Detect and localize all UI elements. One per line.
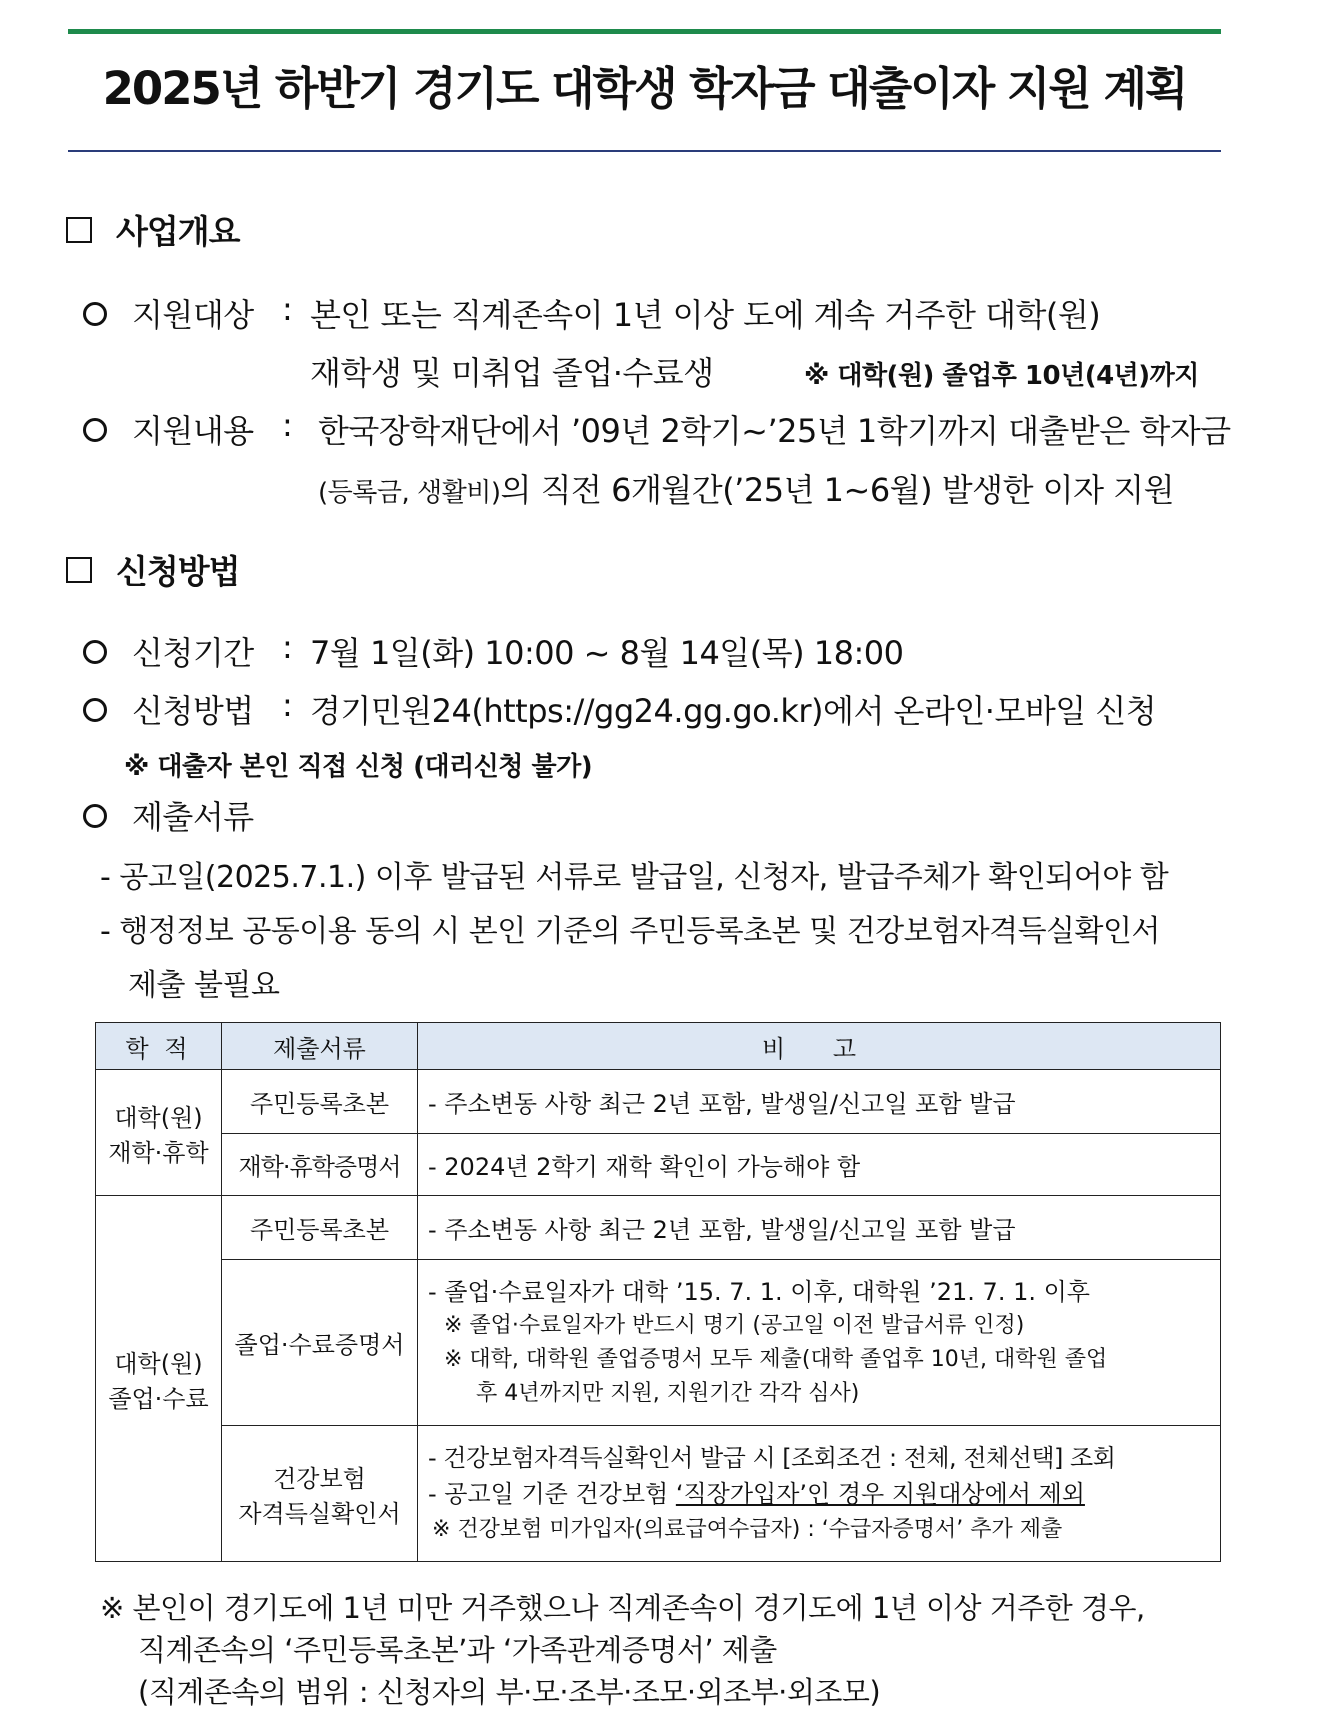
note-cell: - 건강보험자격득실확인서 발급 시 [조회조건 : 전체, 전체선택] 조회 - 공고일 기준 건강보험 ‘직장가입자’인 경우 지원대상에서 제외 ※ 건강보험 미가입자(의료급여수급자) : ‘수급자증명서’ 추가 제출 — [418, 1426, 1221, 1562]
group-enrolled: 대학(원) 재학·휴학 — [96, 1070, 222, 1196]
footnote-line2: 직계존속의 ‘주민등록초본’과 ‘가족관계증명서’ 제출 — [138, 1633, 777, 1667]
title-top-rule — [68, 29, 1221, 34]
content-text-line1: 한국장학재단에서 ’09년 2학기~’25년 1학기까지 대출받은 학자금 — [318, 412, 1231, 450]
note-cell: - 졸업·수료일자가 대학 ’15. 7. 1. 이후, 대학원 ’21. 7. 1. 이후 ※ 졸업·수료일자가 반드시 명기 (공고일 이전 발급서류 인정) ※ 대학, 대학원 졸업증명서 모두 제출(대학 졸업후 10년, 대학원 졸업 후 4년까지만 지원, 지원기간 각각 심사) — [418, 1260, 1221, 1426]
note-cell: - 주소변동 사항 최근 2년 포함, 발생일/신고일 포함 발급 — [418, 1196, 1221, 1260]
circle-bullet-icon — [83, 302, 107, 326]
method-value: 경기민원24(https://gg24.gg.go.kr)에서 온라인·모바일 신청 — [310, 692, 1157, 730]
table-row — [96, 1134, 1221, 1196]
doc-cell: 주민등록초본 — [222, 1070, 418, 1134]
content-label: 지원내용 — [132, 412, 254, 450]
doc-cell: 졸업·수료증명서 — [222, 1260, 418, 1426]
docs-item-2-line2: 제출 불필요 — [128, 968, 280, 1003]
footnote-line1: ※ 본인이 경기도에 1년 미만 거주했으나 직계존속이 경기도에 1년 이상 거주한 경우, — [100, 1591, 1145, 1625]
page-title: 2025년 하반기 경기도 대학생 학자금 대출이자 지원 계획 — [102, 62, 1187, 115]
table-row — [96, 1426, 1221, 1562]
docs-label: 제출서류 — [132, 798, 254, 836]
table-row — [96, 1070, 1221, 1134]
method-note: ※ 대출자 본인 직접 신청 (대리신청 불가) — [124, 752, 593, 782]
required-documents-table — [95, 1022, 1221, 1562]
circle-bullet-icon — [83, 640, 107, 664]
square-bullet-icon — [66, 217, 92, 243]
period-label: 신청기간 — [132, 634, 254, 672]
docs-item-2-line1: - 행정정보 공동이용 동의 시 본인 기준의 주민등록초본 및 건강보험자격득실확인서 — [100, 914, 1160, 949]
table-row — [96, 1196, 1221, 1260]
footnote-line3: (직계존속의 범위 : 신청자의 부·모·조부·조모·외조부·외조모) — [138, 1675, 881, 1709]
method-label: 신청방법 — [132, 692, 254, 730]
circle-bullet-icon — [83, 804, 107, 828]
section-heading-overview: 사업개요 — [66, 206, 240, 253]
docs-item-1: - 공고일(2025.7.1.) 이후 발급된 서류로 발급일, 신청자, 발급주체가 확인되어야 함 — [100, 860, 1169, 895]
content-text-line2: (등록금, 생활비)의 직전 6개월간(’25년 1~6월) 발생한 이자 지원 — [318, 471, 1174, 509]
colon: : — [282, 628, 293, 666]
header-documents: 제출서류 — [222, 1023, 418, 1070]
circle-bullet-icon — [83, 698, 107, 722]
title-bottom-rule — [68, 150, 1221, 152]
table-header-row — [96, 1023, 1221, 1070]
colon: : — [282, 686, 293, 724]
table-row — [96, 1260, 1221, 1426]
doc-cell: 주민등록초본 — [222, 1196, 418, 1260]
target-label: 지원대상 — [132, 296, 254, 334]
colon: : — [282, 290, 293, 328]
note-cell: - 2024년 2학기 재학 확인이 가능해야 함 — [418, 1134, 1221, 1196]
header-status: 학 적 — [96, 1023, 222, 1070]
circle-bullet-icon — [83, 418, 107, 442]
target-text-line1: 본인 또는 직계존속이 1년 이상 도에 계속 거주한 대학(원) — [310, 296, 1101, 334]
note-cell: - 주소변동 사항 최근 2년 포함, 발생일/신고일 포함 발급 — [418, 1070, 1221, 1134]
square-bullet-icon — [66, 557, 92, 583]
target-note: ※ 대학(원) 졸업후 10년(4년)까지 — [804, 361, 1199, 391]
header-remarks: 비 고 — [418, 1023, 1221, 1070]
target-text-line2: 재학생 및 미취업 졸업·수료생 — [310, 354, 714, 392]
doc-cell: 건강보험 자격득실확인서 — [222, 1426, 418, 1562]
period-value: 7월 1일(화) 10:00 ~ 8월 14일(목) 18:00 — [310, 634, 904, 672]
colon: : — [282, 406, 293, 444]
doc-cell: 재학·휴학증명서 — [222, 1134, 418, 1196]
section-heading-application: 신청방법 — [66, 546, 240, 593]
group-graduated: 대학(원) 졸업·수료 — [96, 1196, 222, 1562]
